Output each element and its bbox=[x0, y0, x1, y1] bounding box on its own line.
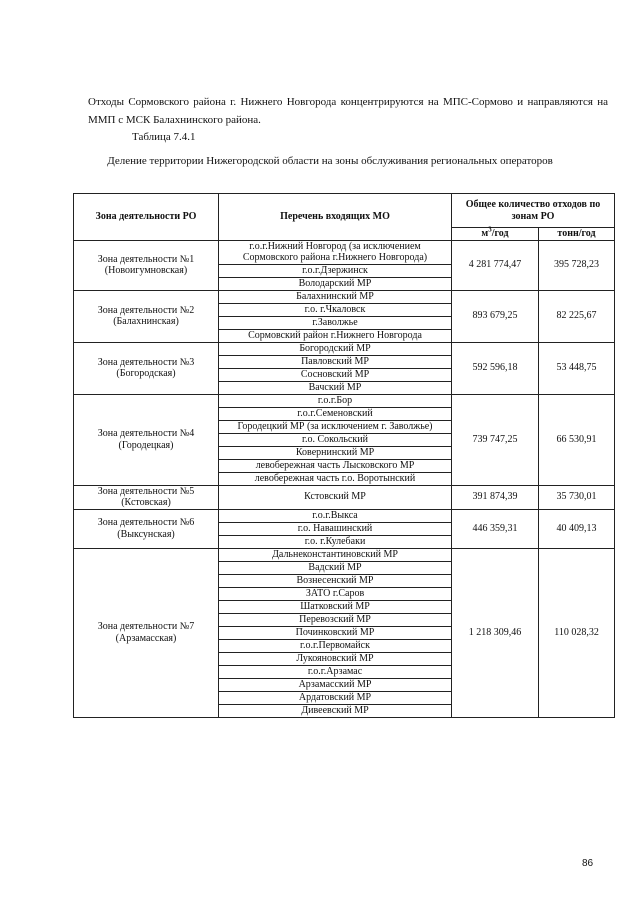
tons-value-cell: 82 225,67 bbox=[539, 290, 615, 342]
mo-cell: г.о.г.Первомайск bbox=[219, 639, 452, 652]
mo-cell: ЗАТО г.Саров bbox=[219, 587, 452, 600]
table-caption: Таблица 7.4.1 bbox=[132, 131, 196, 143]
tons-value-cell: 110 028,32 bbox=[539, 548, 615, 717]
m3-value-cell: 592 596,18 bbox=[452, 342, 539, 394]
mo-cell: Балахнинский МР bbox=[219, 290, 452, 303]
mo-cell: г.о.г.Выкса bbox=[219, 509, 452, 522]
mo-cell: Володарский МР bbox=[219, 277, 452, 290]
zone-name-cell: Зона деятельности №4 (Городецкая) bbox=[74, 394, 219, 485]
mo-cell: Арзамасский МР bbox=[219, 678, 452, 691]
mo-cell: Лукояновский МР bbox=[219, 652, 452, 665]
mo-cell: Сосновский МР bbox=[219, 368, 452, 381]
zone-name-cell: Зона деятельности №6 (Выксунская) bbox=[74, 509, 219, 548]
mo-cell: г.Заволжье bbox=[219, 316, 452, 329]
mo-cell: Починковский МР bbox=[219, 626, 452, 639]
m3-value-cell: 1 218 309,46 bbox=[452, 548, 539, 717]
m3-value-cell: 446 359,31 bbox=[452, 509, 539, 548]
tons-value-cell: 66 530,91 bbox=[539, 394, 615, 485]
mo-cell: Ардатовский МР bbox=[219, 691, 452, 704]
zone-name-cell: Зона деятельности №7 (Арзамасская) bbox=[74, 548, 219, 717]
zone-name-cell: Зона деятельности №3 (Богородская) bbox=[74, 342, 219, 394]
m3-value-cell: 391 874,39 bbox=[452, 485, 539, 509]
mo-cell: г.о.г.Дзержинск bbox=[219, 264, 452, 277]
table-row bbox=[74, 290, 615, 303]
mo-cell: левобережная часть Лысковского МР bbox=[219, 459, 452, 472]
mo-cell: г.о. г.Кулебаки bbox=[219, 535, 452, 548]
table-row bbox=[74, 548, 615, 561]
zones-body bbox=[74, 240, 615, 717]
m3-value-cell: 739 747,25 bbox=[452, 394, 539, 485]
intro-paragraph: Отходы Сормовского района г. Нижнего Новгорода концентрируются на МПС-Сормово и направляются на ММП с МСК Балахнинского района. bbox=[88, 96, 608, 126]
header-m3: $м^3$/год bbox=[452, 228, 539, 241]
mo-cell: г.о. Сокольский bbox=[219, 433, 452, 446]
mo-cell: г.о.г.Семеновский bbox=[219, 407, 452, 420]
m3-value-cell: 893 679,25 bbox=[452, 290, 539, 342]
table-row bbox=[74, 342, 615, 355]
tons-value-cell: 40 409,13 bbox=[539, 509, 615, 548]
zones-table bbox=[73, 193, 615, 718]
table-row bbox=[74, 394, 615, 407]
header-tons: тонн/год bbox=[539, 228, 615, 241]
mo-cell: Вознесенский МР bbox=[219, 574, 452, 587]
mo-cell: г.о.г.Бор bbox=[219, 394, 452, 407]
mo-cell: Вадский МР bbox=[219, 561, 452, 574]
mo-cell: г.о.г.Арзамас bbox=[219, 665, 452, 678]
header-total: Общее количество отходов по зонам РО bbox=[452, 194, 615, 228]
mo-cell: Ковернинский МР bbox=[219, 446, 452, 459]
mo-cell: Кстовский МР bbox=[219, 485, 452, 509]
zone-name-cell: Зона деятельности №1 (Новоигумновская) bbox=[74, 240, 219, 290]
mo-cell: г.о. г.Чкаловск bbox=[219, 303, 452, 316]
mo-cell: Перевозский МР bbox=[219, 613, 452, 626]
tons-value-cell: 35 730,01 bbox=[539, 485, 615, 509]
page-number: 86 bbox=[582, 858, 594, 869]
mo-cell: Павловский МР bbox=[219, 355, 452, 368]
mo-cell: Городецкий МР (за исключением г. Заволжье) bbox=[219, 420, 452, 433]
table-row bbox=[74, 485, 615, 509]
mo-cell: Богородский МР bbox=[219, 342, 452, 355]
m3-value-cell: 4 281 774,47 bbox=[452, 240, 539, 290]
mo-cell: левобережная часть г.о. Воротынский bbox=[219, 472, 452, 485]
mo-cell: Дивеевский МР bbox=[219, 704, 452, 717]
zone-name-cell: Зона деятельности №5 (Кстовская) bbox=[74, 485, 219, 509]
mo-cell: г.о.г.Нижний Новгород (за исключением Сормовского района г.Нижнего Новгорода) bbox=[219, 240, 452, 264]
tons-value-cell: 53 448,75 bbox=[539, 342, 615, 394]
mo-cell: Дальнеконстантиновский МР bbox=[219, 548, 452, 561]
header-zone: Зона деятельности РО bbox=[74, 194, 219, 241]
table-row bbox=[74, 240, 615, 264]
table-title: Деление территории Нижегородской области на зоны обслуживания региональных операторов bbox=[107, 155, 553, 167]
table-row bbox=[74, 509, 615, 522]
tons-value-cell: 395 728,23 bbox=[539, 240, 615, 290]
mo-cell: Сормовский район г.Нижнего Новгорода bbox=[219, 329, 452, 342]
mo-cell: г.о. Навашинский bbox=[219, 522, 452, 535]
header-mo: Перечень входящих МО bbox=[219, 194, 452, 241]
mo-cell: Вачский МР bbox=[219, 381, 452, 394]
mo-cell: Шатковский МР bbox=[219, 600, 452, 613]
zone-name-cell: Зона деятельности №2 (Балахнинская) bbox=[74, 290, 219, 342]
